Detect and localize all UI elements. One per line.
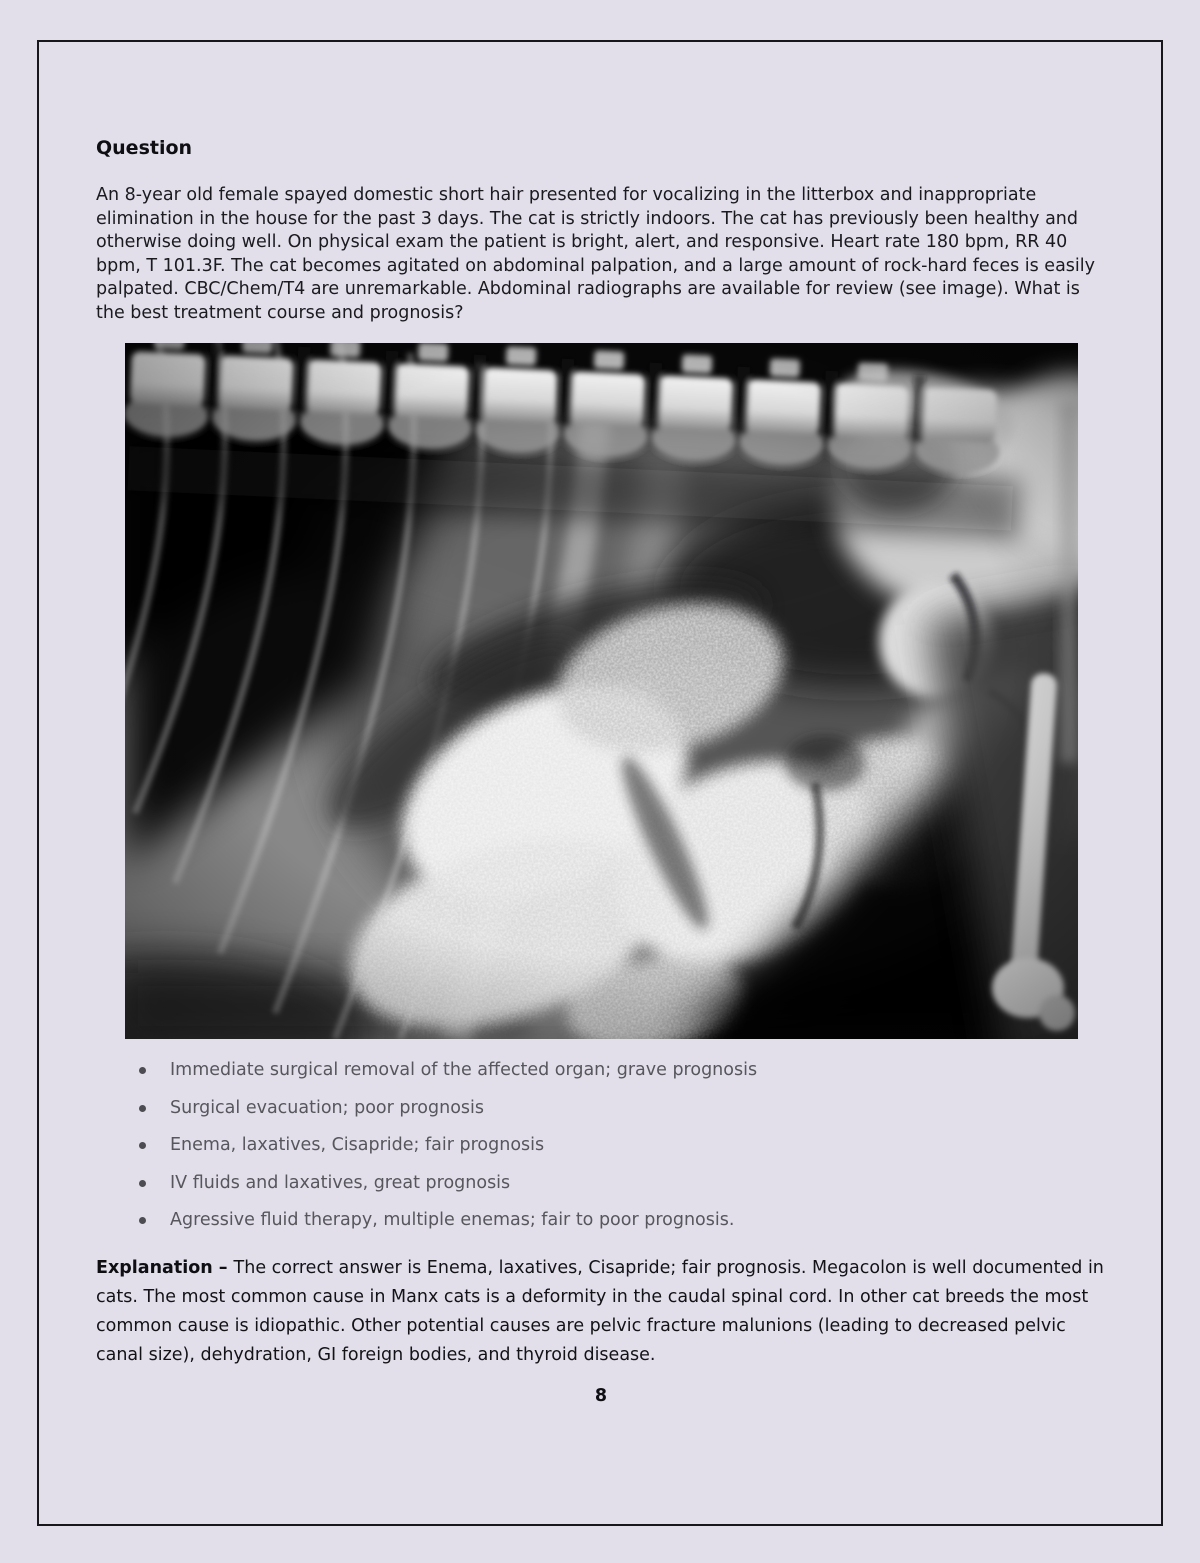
bullet-icon [139,1067,146,1074]
xray-image [125,343,1078,1039]
answer-option [96,1209,1106,1232]
abdominal-radiograph [125,343,1078,1039]
answer-option-label: Agressive fluid therapy, multiple enemas; fair to poor prognosis. [170,1210,735,1230]
question-heading: Question [96,137,193,159]
answer-option-label: IV fluids and laxatives, great prognosis [170,1172,511,1193]
answer-option [96,1134,1106,1157]
bullet-icon [139,1217,146,1224]
page-number: 8 [594,1386,608,1406]
answer-option [96,1059,1106,1082]
page-border-frame [37,40,1163,1526]
answer-option [96,1172,1106,1195]
answer-option-label: Enema, laxatives, Cisapride; fair prognosis [170,1135,545,1155]
explanation-text: The correct answer is Enema, laxatives, Cisapride; fair prognosis. Megacolon is well documented in cats. The most common cause in Manx cats is a deformity in the caudal spinal cord. In other cat breeds the most common cause is idiopathic. Other potential causes are pelvic fracture malunions (leading to decreased pelvic canal size), dehydration, GI foreign bodies, and thyroid disease. [96,1258,1104,1365]
bullet-icon [139,1142,146,1149]
answer-option-label: Immediate surgical removal of the affected organ; grave prognosis [170,1060,758,1080]
question-text: An 8-year old female spayed domestic short hair presented for vocalizing in the litterbox and inappropriate elimination in the house for the past 3 days. The cat is strictly indoors. The cat has previously been healthy and otherwise doing well. On physical exam the patient is bright, alert, and responsive. Heart rate 180 bpm, RR 40 bpm, T 101.3F. The cat becomes agitated on abdominal palpation, and a large amount of rock-hard feces is easily palpated. CBC/Chem/T4 are unremarkable. Abdominal radiographs are available for review (see image). What is the best treatment course and prognosis? [96,185,1095,323]
answer-options [96,1059,1106,1232]
explanation-label: Explanation – [96,1258,228,1278]
answer-option [96,1097,1106,1120]
answer-option-label: Surgical evacuation; poor prognosis [170,1097,485,1118]
bullet-icon [139,1180,146,1187]
explanation-paragraph [96,1254,1106,1370]
bullet-icon [139,1105,146,1112]
